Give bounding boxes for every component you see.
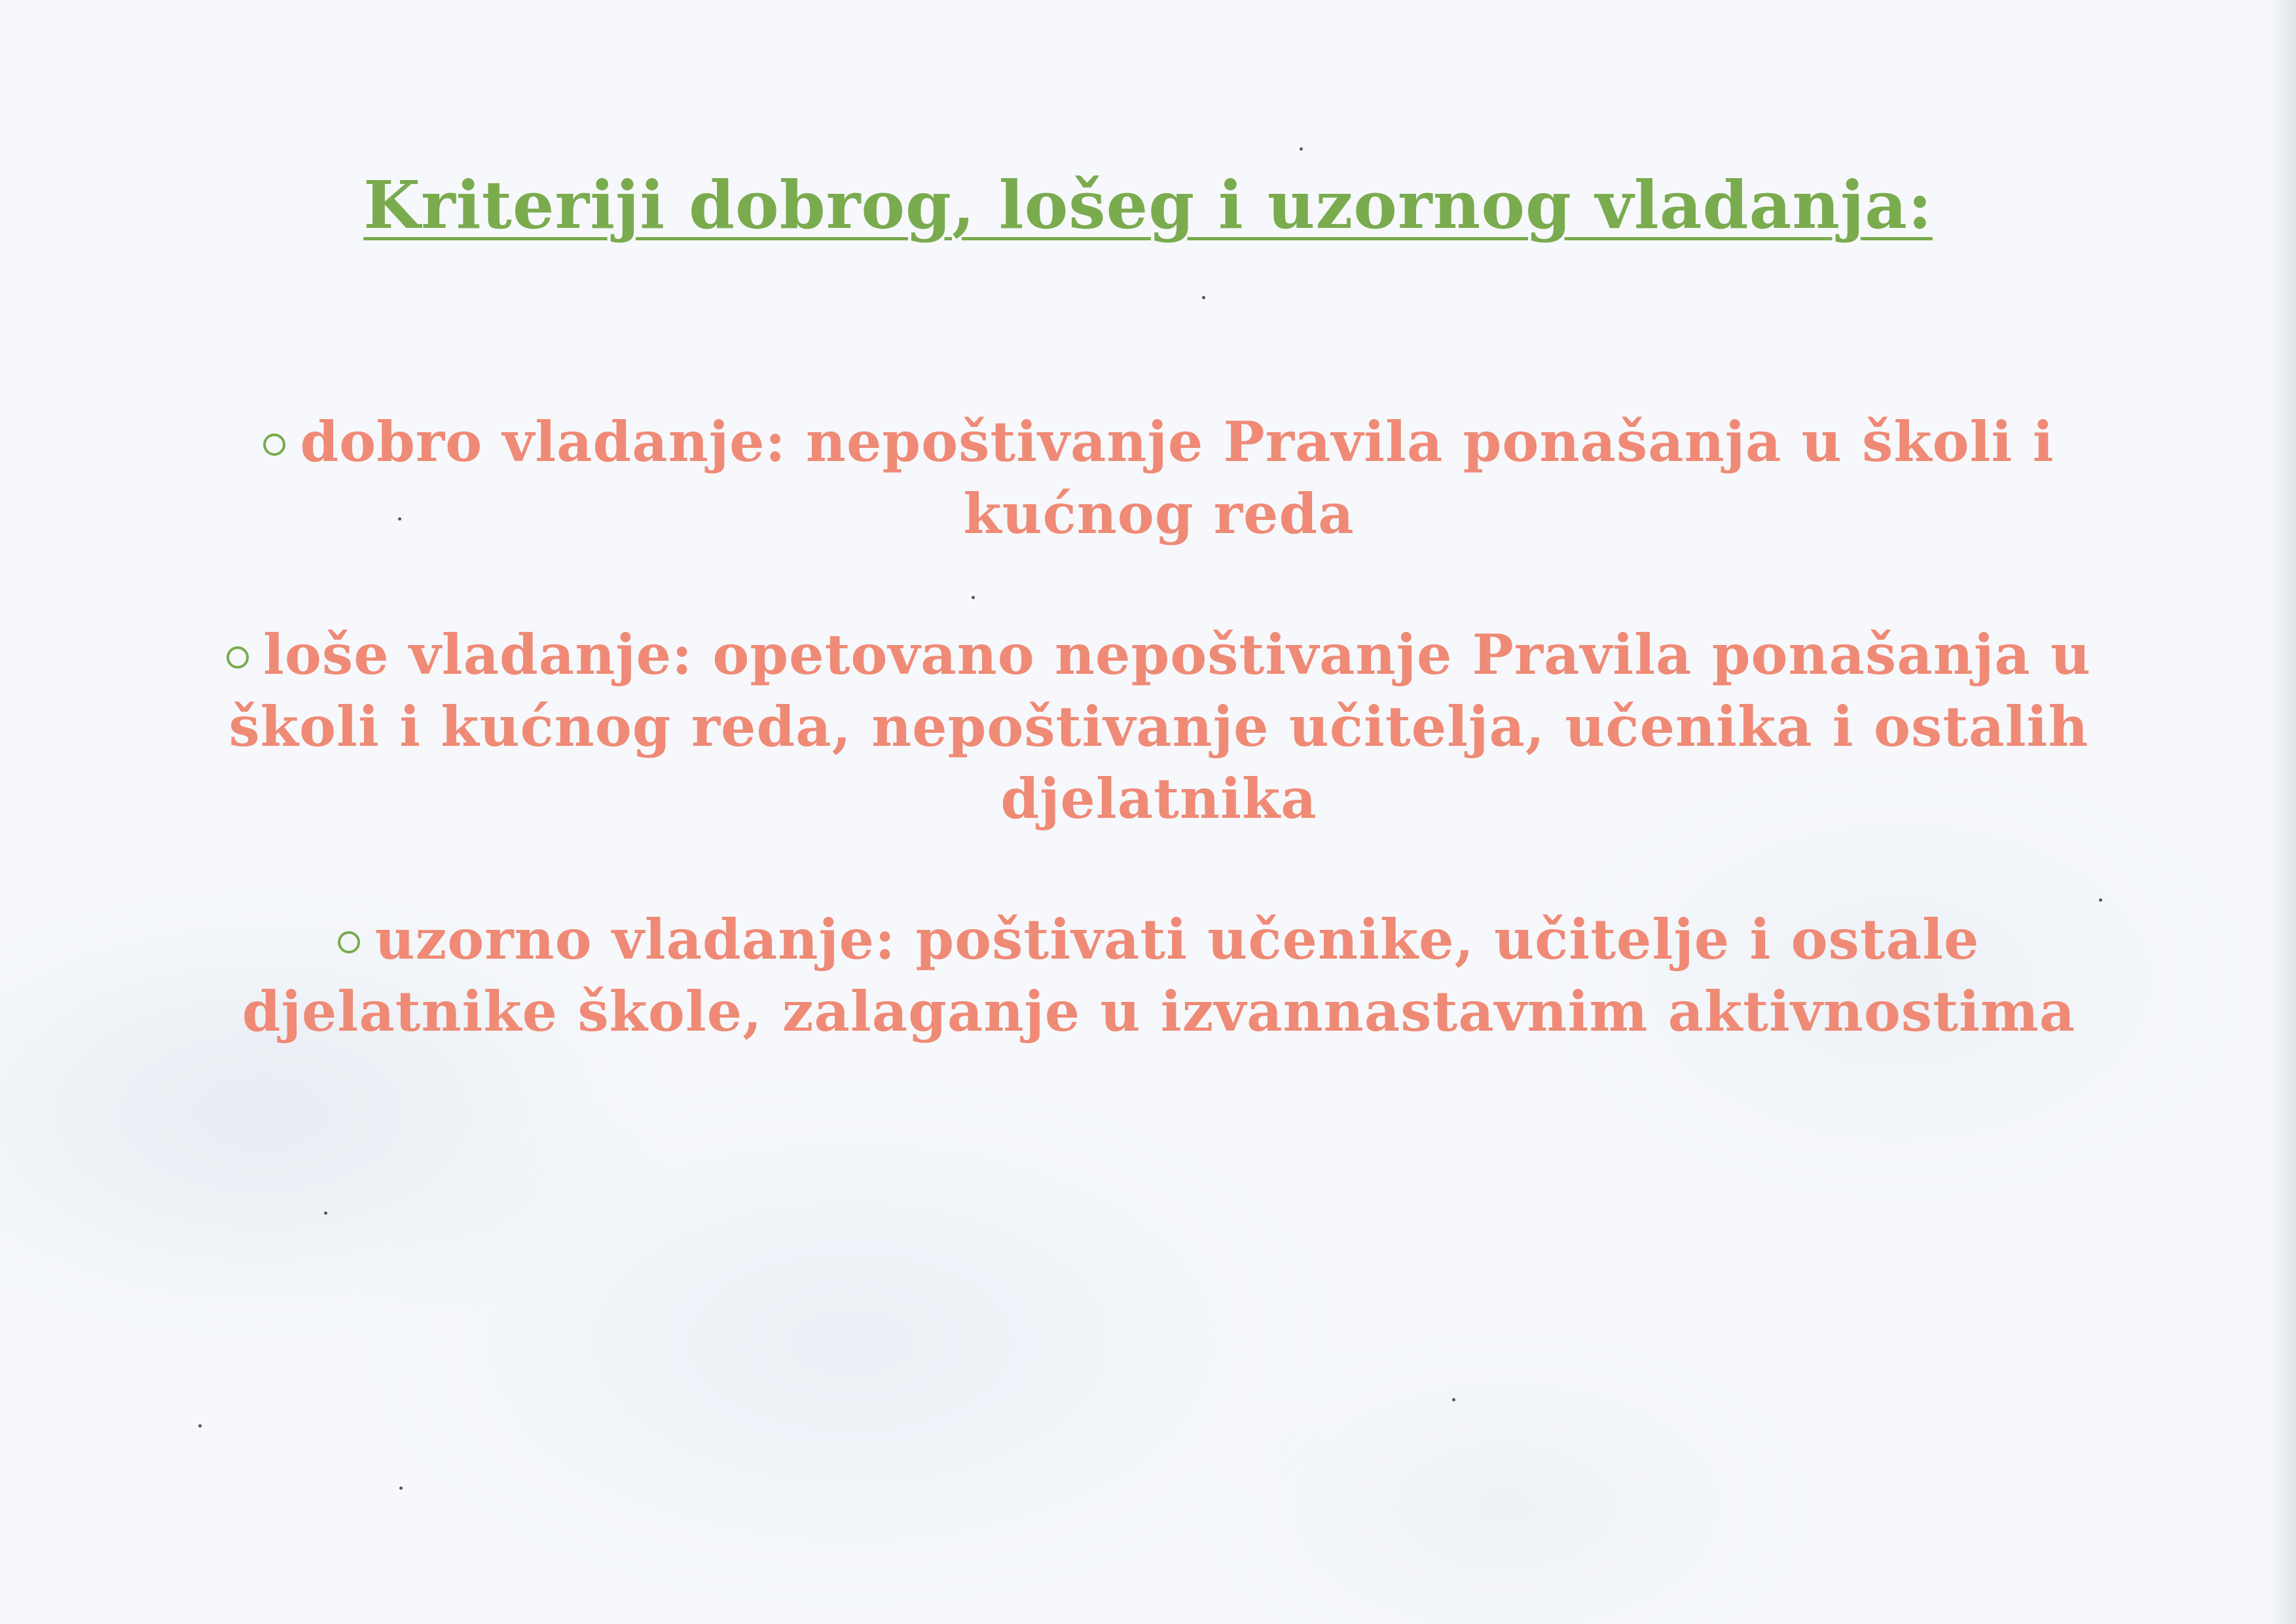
scan-speck xyxy=(1300,147,1303,151)
list-item-text: dobro vladanje: nepoštivanje Pravila ponašanja u školi i kućnog reda xyxy=(300,409,2054,546)
list-item-uzorno xyxy=(223,904,2095,1048)
circle-bullet-icon xyxy=(263,434,285,456)
scan-speck xyxy=(399,1486,403,1490)
scan-speck xyxy=(1452,1398,1455,1401)
list-item-lose xyxy=(223,619,2095,835)
list-item-text: uzorno vladanje: poštivati učenike, učitelje i ostale djelatnike škole, zalaganje u izvannastavnim aktivnostima xyxy=(242,907,2076,1044)
circle-bullet-icon xyxy=(227,646,249,669)
criteria-list xyxy=(223,406,2095,1116)
circle-bullet-icon xyxy=(338,931,360,953)
list-item-dobro xyxy=(223,406,2095,550)
scan-speck xyxy=(2099,898,2102,902)
scan-speck xyxy=(198,1424,202,1428)
scan-speck xyxy=(324,1211,327,1215)
page-title-text: Kriteriji dobrog, lošeg i uzornog vladanja: xyxy=(363,166,1933,244)
scan-speck xyxy=(972,596,975,599)
list-item-text: loše vladanje: opetovano nepoštivanje Pravila ponašanja u školi i kućnog reda, nepoštivanje učitelja, učenika i ostalih djelatnika xyxy=(228,622,2091,831)
page-title xyxy=(0,162,2296,248)
scan-speck xyxy=(398,517,401,521)
scan-speck xyxy=(1202,296,1205,299)
